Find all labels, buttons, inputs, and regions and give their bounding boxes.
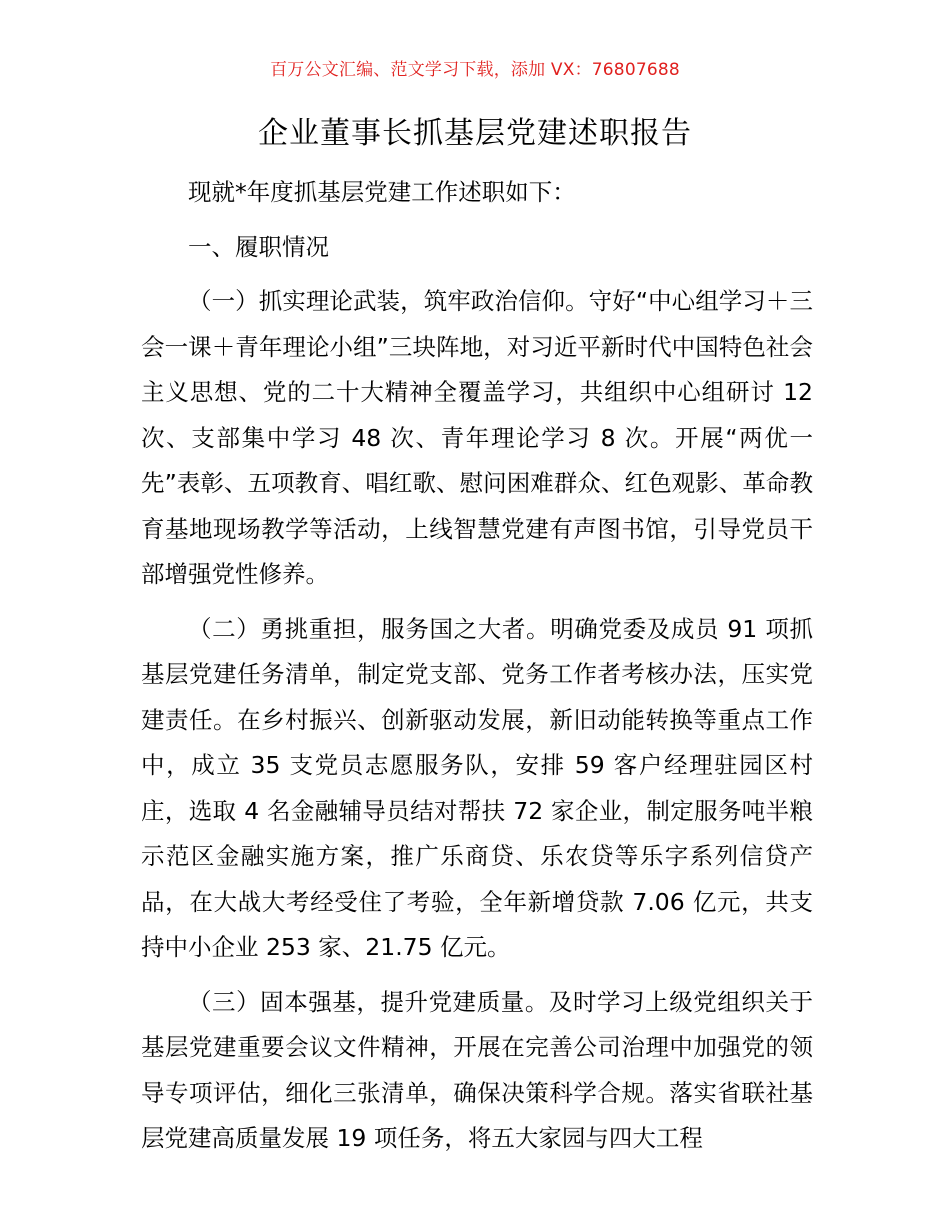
paragraph-2: （二）勇挑重担，服务国之大者。明确党委及成员 91 项抓基层党建任务清单，制定党支部、党务工作者考核办法，压实党建责任。在乡村振兴、创新驱动发展，新旧动能转换等重点工作中，成立 35 支党员志愿服务队，安排 59 客户经理驻园区村庄，选取 4 名金融辅导员结对帮扶 72 家企业，制定服务吨半粮示范区金融实施方案，推广乐商贷、乐农贷等乐字系列信贷产品，在大战大考经受住了考验，全年新增贷款 7.06 亿元，共支持中小企业 253 家、21.75 亿元。 bbox=[141, 614, 813, 961]
document-title: 企业董事长抓基层党建述职报告 bbox=[258, 116, 692, 151]
document-body bbox=[141, 170, 813, 1162]
section-heading: 一、履职情况 bbox=[188, 232, 329, 261]
paragraph-3: （三）固本强基，提升党建质量。及时学习上级党组织关于基层党建重要会议文件精神，开展在完善公司治理中加强党的领导专项评估，细化三张清单，确保决策科学合规。落实省联社基层党建高质量发展 19 项任务，将五大家园与四大工程 bbox=[141, 987, 813, 1152]
header-watermark-note: 百万公文汇编、范文学习下载，添加 VX：76807688 bbox=[270, 60, 680, 80]
intro-paragraph: 现就*年度抓基层党建工作述职如下： bbox=[188, 178, 576, 206]
paragraph-1: （一）抓实理论武装，筑牢政治信仰。守好“中心组学习＋三会一课＋青年理论小组”三块阵地，对习近平新时代中国特色社会主义思想、党的二十大精神全覆盖学习，共组织中心组研讨 12 次、支部集中学习 48 次、青年理论学习 8 次。开展“两优一先”表彰、五项教育、唱红歌、慰问困难群众、红色观影、革命教育基地现场教学等活动，上线智慧党建有声图书馆，引导党员干部增强党性修养。 bbox=[141, 287, 813, 588]
